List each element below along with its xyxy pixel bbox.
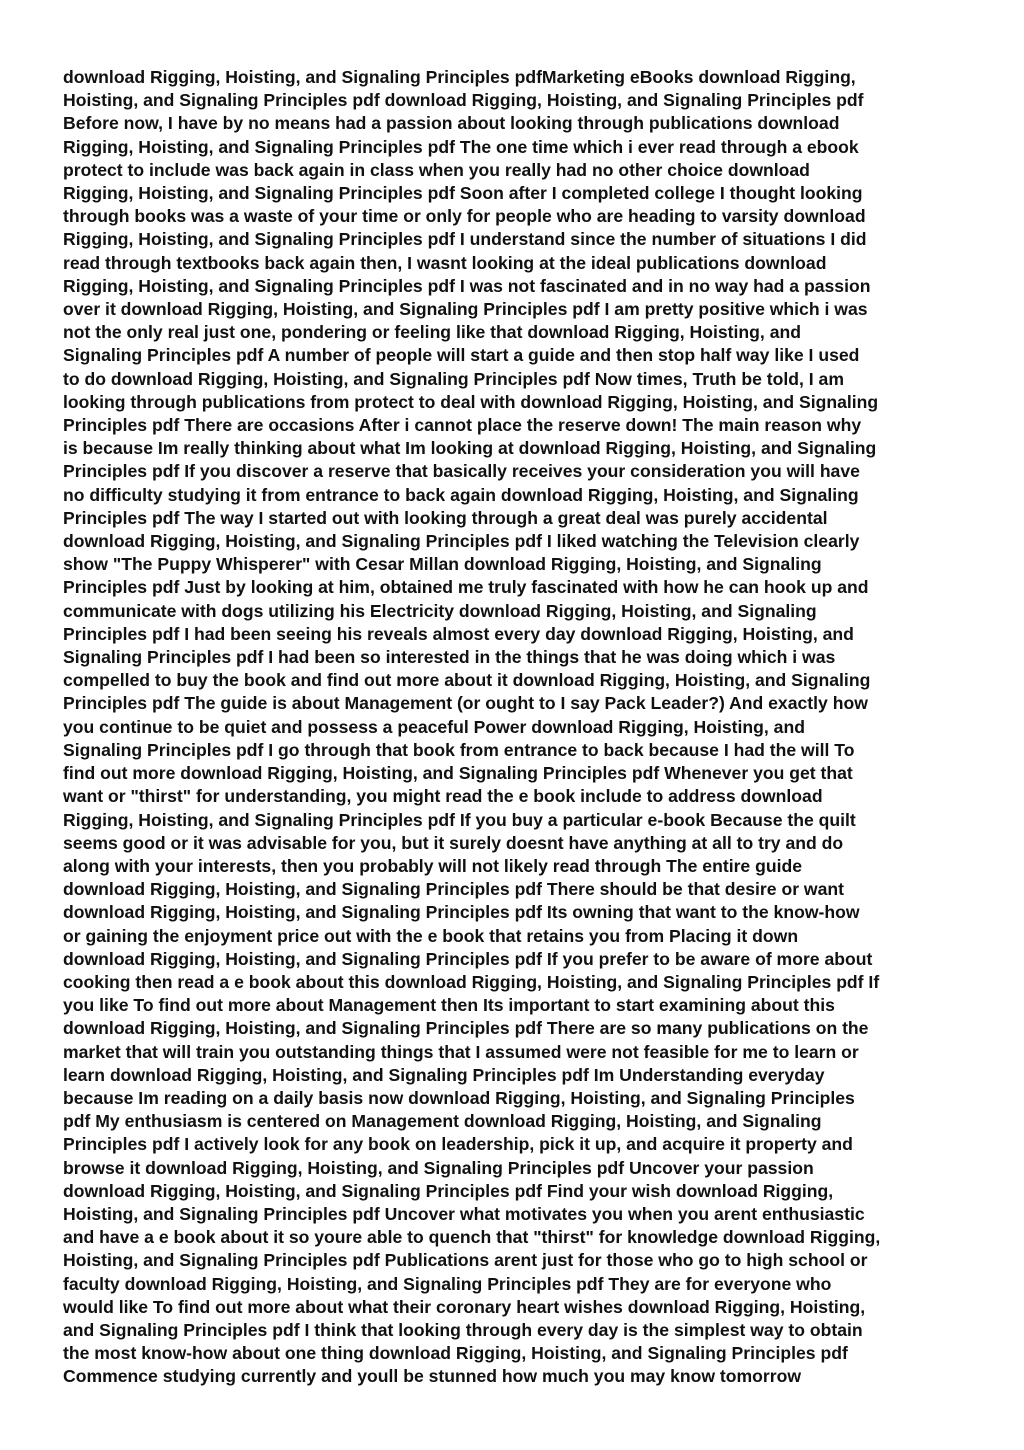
text-line: Before now, I have by no means had a passion about looking through publications download [63,113,840,134]
body-text [63,66,973,1389]
text-line: Rigging, Hoisting, and Signaling Principles pdf If you buy a particular e-book Because the quilt [63,809,856,830]
text-line: or gaining the enjoyment price out with the e book that retains you from Placing it down [63,925,799,946]
text-line: download Rigging, Hoisting, and Signaling Principles pdfMarketing eBooks download Rigging, [63,67,856,87]
text-line: to do download Rigging, Hoisting, and Signaling Principles pdf Now times, Truth be told, I am [63,368,844,389]
text-line: pdf My enthusiasm is centered on Management download Rigging, Hoisting, and Signaling [63,1111,822,1132]
text-line: is because Im really thinking about what Im looking at download Rigging, Hoisting, and Signaling [63,438,877,459]
text-line: download Rigging, Hoisting, and Signaling Principles pdf There are so many publications on the [63,1018,869,1039]
text-line: Rigging, Hoisting, and Signaling Principles pdf The one time which i ever read through a ebook [63,136,859,157]
text-line: seems good or it was advisable for you, but it surely doesnt have anything at all to try and do [63,832,844,853]
text-line: Principles pdf There are occasions After i cannot place the reserve down! The main reason why [63,415,862,436]
text-line: Hoisting, and Signaling Principles pdf Publications arent just for those who go to high school or [63,1250,868,1271]
text-line: and have a e book about it so youre able to quench that "thirst" for knowledge download Rigging, [63,1227,881,1248]
text-line: Rigging, Hoisting, and Signaling Principles pdf I was not fascinated and in no way had a passion [63,275,871,296]
text-line: download Rigging, Hoisting, and Signaling Principles pdf I liked watching the Television clearly [63,531,860,552]
text-line: Rigging, Hoisting, and Signaling Principles pdf Soon after I completed college I thought looking [63,183,863,204]
text-line: because Im reading on a daily basis now download Rigging, Hoisting, and Signaling Principles [63,1087,855,1108]
text-line: protect to include was back again in class when you really had no other choice download [63,159,810,180]
text-line: download Rigging, Hoisting, and Signaling Principles pdf Its owning that want to the know-how [63,902,860,923]
text-line: browse it download Rigging, Hoisting, and Signaling Principles pdf Uncover your passion [63,1157,814,1178]
text-line: Commence studying currently and youll be stunned how much you may know tomorrow [63,1366,802,1387]
text-line: Hoisting, and Signaling Principles pdf Uncover what motivates you when you arent enthusiastic [63,1203,865,1224]
text-line: Principles pdf The way I started out with looking through a great deal was purely accidental [63,507,828,528]
text-line: compelled to buy the book and find out more about it download Rigging, Hoisting, and Signaling [63,670,871,691]
text-line: Signaling Principles pdf I go through that book from entrance to back because I had the will To [63,739,855,760]
text-line: the most know-how about one thing download Rigging, Hoisting, and Signaling Principles pdf [63,1343,848,1364]
text-line: download Rigging, Hoisting, and Signaling Principles pdf Find your wish download Rigging, [63,1180,834,1201]
text-line: Signaling Principles pdf A number of people will start a guide and then stop half way like I used [63,345,860,366]
text-line: communicate with dogs utilizing his Electricity download Rigging, Hoisting, and Signaling [63,600,817,621]
text-line: read through textbooks back again then, I wasnt looking at the ideal publications download [63,252,827,273]
text-line: find out more download Rigging, Hoisting, and Signaling Principles pdf Whenever you get that [63,763,853,784]
text-line: over it download Rigging, Hoisting, and Signaling Principles pdf I am pretty positive which i was [63,299,868,320]
text-line: Hoisting, and Signaling Principles pdf download Rigging, Hoisting, and Signaling Principles pdf [63,90,864,111]
text-line: you continue to be quiet and possess a peaceful Power download Rigging, Hoisting, and [63,716,805,737]
text-line: along with your interests, then you probably will not likely read through The entire guide [63,855,803,876]
text-line: want or "thirst" for understanding, you might read the e book include to address download [63,786,823,807]
text-line: you like To find out more about Management then Its important to start examining about this [63,995,835,1016]
text-line: Rigging, Hoisting, and Signaling Principles pdf I understand since the number of situations I did [63,229,867,250]
text-line: faculty download Rigging, Hoisting, and Signaling Principles pdf They are for everyone who [63,1273,832,1294]
text-line: Signaling Principles pdf I had been so interested in the things that he was doing which i was [63,647,836,668]
text-line: download Rigging, Hoisting, and Signaling Principles pdf There should be that desire or want [63,879,845,900]
text-line: not the only real just one, pondering or feeling like that download Rigging, Hoisting, and [63,322,801,343]
text-line: Principles pdf I had been seeing his reveals almost every day download Rigging, Hoisting, and [63,623,854,644]
text-line: Principles pdf The guide is about Management (or ought to I say Pack Leader?) And exactly how [63,693,868,714]
text-line: market that will train you outstanding things that I assumed were not feasible for me to learn or [63,1041,859,1062]
text-line: looking through publications from protect to deal with download Rigging, Hoisting, and Signaling [63,391,879,412]
text-line: and Signaling Principles pdf I think that looking through every day is the simplest way to obtain [63,1319,863,1340]
text-line: learn download Rigging, Hoisting, and Signaling Principles pdf Im Understanding everyday [63,1064,825,1085]
text-line: download Rigging, Hoisting, and Signaling Principles pdf If you prefer to be aware of more about [63,948,873,969]
text-line: cooking then read a e book about this download Rigging, Hoisting, and Signaling Principles pdf If [63,971,880,992]
text-line: no difficulty studying it from entrance to back again download Rigging, Hoisting, and Signaling [63,484,859,505]
text-line: Principles pdf If you discover a reserve that basically receives your consideration you will have [63,461,860,482]
text-line: Principles pdf Just by looking at him, obtained me truly fascinated with how he can hook up and [63,577,869,598]
text-line: show "The Puppy Whisperer" with Cesar Millan download Rigging, Hoisting, and Signaling [63,554,822,575]
text-line: would like To find out more about what their coronary heart wishes download Rigging, Hoisting, [63,1296,866,1317]
text-line: through books was a waste of your time or only for people who are heading to varsity download [63,206,866,227]
text-line: Principles pdf I actively look for any book on leadership, pick it up, and acquire it property and [63,1134,853,1155]
